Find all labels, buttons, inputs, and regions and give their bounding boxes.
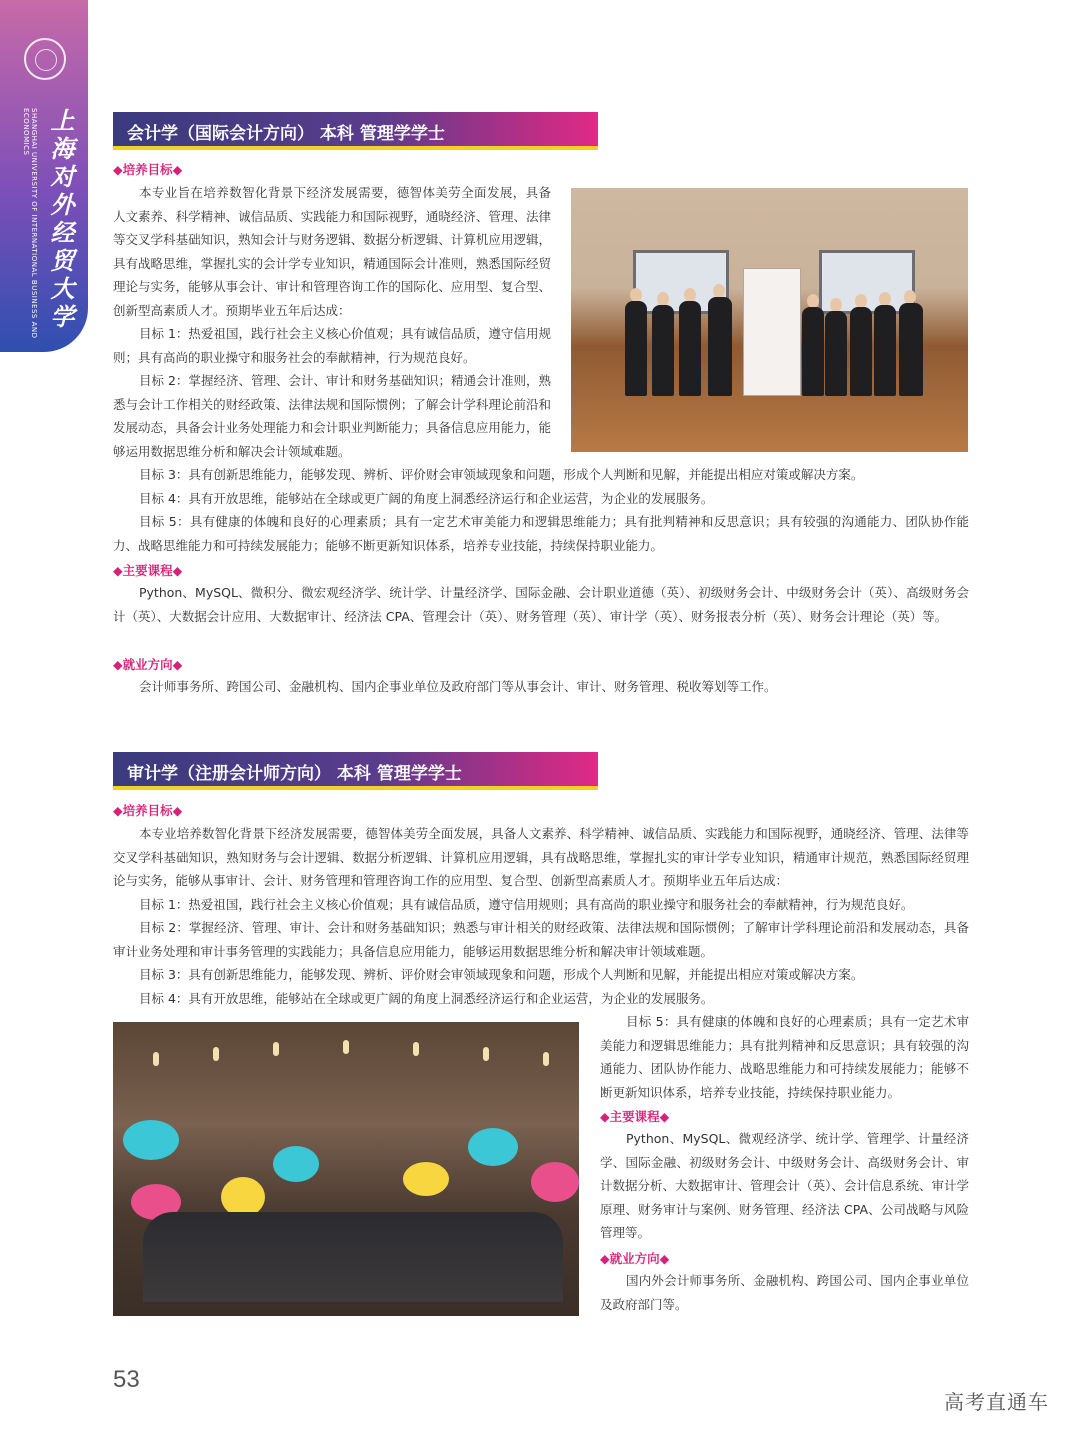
section2-goal5: 目标 5：具有健康的体魄和良好的心理素质；具有一定艺术审美能力和逻辑思维能力；具有批判精神和反思意识；具有较强的沟通能力、团队协作能力、战略思维能力和可持续发展能力；能够不断更新知识体系，培养专业技能，持续保持职业能力。 xyxy=(600,1014,969,1100)
section1-goal-label: ◆培养目标◆ xyxy=(113,162,183,177)
section1-career: 会计师事务所、跨国公司、金融机构、国内企事业单位及政府部门等从事会计、审计、财务管理、税收筹划等工作。 xyxy=(139,679,777,694)
section1-goal5: 目标 5：具有健康的体魄和良好的心理素质；具有一定艺术审美能力和逻辑思维能力；具有批判精神和反思意识；具有较强的沟通能力、团队协作能力、战略思维能力和可持续发展能力；能够不断更新知识体系，培养专业技能，持续保持职业能力。 xyxy=(113,514,969,553)
section1-career-label: ◆就业方向◆ xyxy=(113,657,183,672)
school-logo xyxy=(24,38,66,80)
page-number: 53 xyxy=(113,1366,140,1393)
section1-goal4: 目标 4：具有开放思维，能够站在全球或更广阔的角度上洞悉经济运行和企业运营，为企业的发展服务。 xyxy=(139,491,714,506)
section1-goal2: 目标 2：掌握经济、管理、会计、审计和财务基础知识；精通会计准则，熟悉与会计工作相关的财经政策、法律法规和国际惯例；了解会计学科理论前沿和发展动态，具备会计业务处理能力和会计职业判断能力；具备信息应用能力，能够运用数据思维分析和解决会计领域难题。 xyxy=(113,373,551,459)
section2-course-label: ◆主要课程◆ xyxy=(600,1109,670,1124)
section1-courses: Python、MySQL、微积分、微宏观经济学、统计学、计量经济学、国际金融、会计职业道德（英）、初级财务会计、中级财务会计（英）、高级财务会计（英）、大数据会计应用、大数据审计、经济法 CPA、管理会计（英）、财务管理（英）、审计学（英）、财务报表分析（英）、财务会计理论（英）等。 xyxy=(113,585,969,624)
section2-goal-intro: 本专业培养数智化背景下经济发展需要，德智体美劳全面发展，具备人文素养、科学精神、诚信品质、实践能力和国际视野，通晓经济、管理、法律等交叉学科基础知识，熟知财务与会计逻辑、数据分析逻辑、计算机应用逻辑，具有战略思维，掌握扎实的审计学专业知识，精通审计规范，熟悉国际经贸理论与实务，能够从事审计、会计、财务管理和管理咨询工作的应用型、复合型、创新型高素质人才。预期毕业五年后达成： xyxy=(113,826,969,888)
section1-header xyxy=(113,112,598,150)
section2-courses: Python、MySQL、微观经济学、统计学、管理学、计量经济学、国际金融、初级财务会计、中级财务会计、高级财务会计、审计数据分析、大数据审计、管理会计（英）、会计信息系统、审计学原理、财务审计与案例、财务管理、经济法 CPA、公司战略与风险管理等。 xyxy=(600,1131,969,1240)
section2-goal4: 目标 4：具有开放思维，能够站在全球或更广阔的角度上洞悉经济运行和企业运营，为企业的发展服务。 xyxy=(139,991,714,1006)
section2-goal3: 目标 3：具有创新思维能力，能够发现、辨析、评价财会审领域现象和问题，形成个人判断和见解，并能提出相应对策或解决方案。 xyxy=(139,967,864,982)
section1-goal-intro: 本专业旨在培养数智化背景下经济发展需要，德智体美劳全面发展，具备人文素养、科学精神、诚信品质、实践能力和国际视野，通晓经济、管理、法律等交叉学科基础知识，熟知会计与财务逻辑、数据分析逻辑、计算机应用逻辑，具有战略思维，掌握扎实的会计学专业知识，精通国际会计准则，熟悉国际经贸理论与实务，能够从事会计、审计和管理咨询工作的国际化、应用型、复合型、创新型高素质人才。预期毕业五年后达成： xyxy=(113,185,551,318)
photo2-crowd xyxy=(143,1212,563,1302)
photo1-standee xyxy=(743,268,801,396)
section2-career-label: ◆就业方向◆ xyxy=(600,1251,670,1266)
section2-header xyxy=(113,752,598,790)
section2-goal1: 目标 1：热爱祖国，践行社会主义核心价值观；具有诚信品质，遵守信用规则；具有高尚的职业操守和服务社会的奉献精神，行为规范良好。 xyxy=(139,897,914,912)
watermark: 高考直通车 xyxy=(944,1390,1049,1414)
section1-title: 会计学（国际会计方向） 本科 管理学学士 xyxy=(127,124,445,144)
legal-event-group-photo xyxy=(113,1022,579,1316)
section1-goal3: 目标 3：具有创新思维能力，能够发现、辨析、评价财会审领域现象和问题，形成个人判断和见解，并能提出相应对策或解决方案。 xyxy=(139,467,864,482)
section2-goal2: 目标 2：掌握经济、管理、审计、会计和财务基础知识；熟悉与审计相关的财经政策、法律法规和国际惯例；了解审计学科理论前沿和发展动态，具备审计业务处理和审计事务管理的实践能力；具备信息应用能力，能够运用数据思维分析和解决审计领域难题。 xyxy=(113,920,969,959)
moot-court-photo xyxy=(571,188,968,452)
section2-title: 审计学（注册会计师方向） 本科 管理学学士 xyxy=(127,764,462,784)
section1-goal1: 目标 1：热爱祖国，践行社会主义核心价值观；具有诚信品质，遵守信用规则；具有高尚的职业操守和服务社会的奉献精神，行为规范良好。 xyxy=(113,326,551,365)
section1-course-label: ◆主要课程◆ xyxy=(113,563,183,578)
school-name-en: SHANGHAI UNIVERSITY OF INTERNATIONAL BUSINESS AND ECONOMICS xyxy=(22,108,38,339)
school-name-cn: 上海对外经贸大学 xyxy=(46,108,75,332)
section2-goal-label: ◆培养目标◆ xyxy=(113,803,183,818)
side-ribbon xyxy=(0,0,88,352)
section2-career: 国内外会计师事务所、金融机构、跨国公司、国内企事业单位及政府部门等。 xyxy=(600,1273,969,1312)
